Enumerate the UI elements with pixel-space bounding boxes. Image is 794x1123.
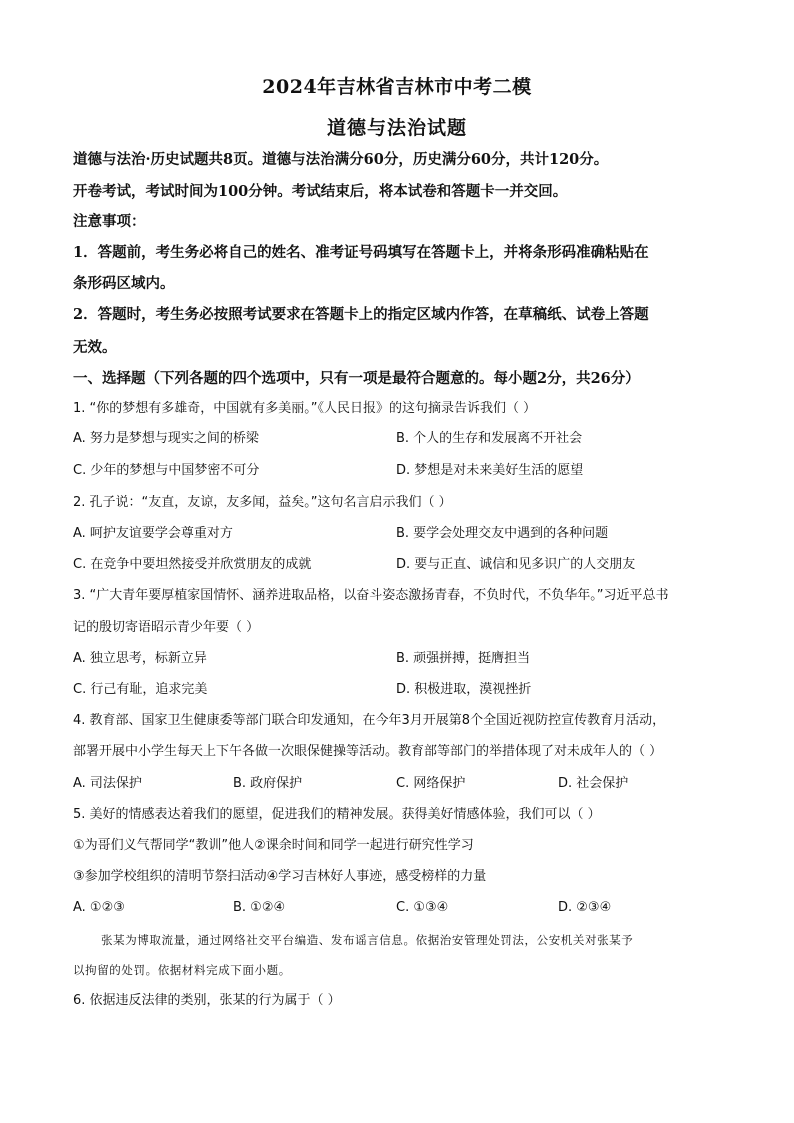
question-2-option-a: A. 呵护友谊要学会尊重对方 (73, 526, 233, 541)
question-4-option-c: C. 网络保护 (396, 776, 466, 791)
question-4-stem-line-2: 部署开展中小学生每天上下午各做一次眼保健操等活动。教育部等部门的举措体现了对未成年人的（ ） (73, 744, 663, 759)
question-1-option-c: C. 少年的梦想与中国梦密不可分 (73, 463, 260, 478)
question-3-stem-line-1: 3. “广大青年要厚植家国情怀、涵养进取品格，以奋斗姿态激扬青春，不负时代，不负华年。”习近平总书 (73, 588, 669, 603)
question-5-option-d: D. ②③④ (558, 900, 612, 915)
notice-2-line-2: 无效。 (73, 339, 117, 356)
question-3-option-b: B. 顽强拼搏，挺膺担当 (396, 651, 531, 666)
question-3-stem-line-2: 记的殷切寄语昭示青少年要（ ） (73, 620, 260, 635)
question-4-option-a: A. 司法保护 (73, 776, 142, 791)
question-3-option-a: A. 独立思考，标新立异 (73, 651, 207, 666)
question-5-items-line-2: ③参加学校组织的清明节祭扫活动④学习吉林好人事迹，感受榜样的力量 (73, 869, 487, 884)
notice-2-line-1: 2．答题时，考生务必按照考试要求在答题卡上的指定区域内作答，在草稿纸、试卷上答题 (73, 306, 649, 323)
notice-1-line-1: 1．答题前，考生务必将自己的姓名、准考证号码填写在答题卡上，并将条形码准确粘贴在 (73, 244, 649, 261)
material-line-2: 以拘留的处罚。依据材料完成下面小题。 (73, 963, 291, 977)
question-4-stem-line-1: 4. 教育部、国家卫生健康委等部门联合印发通知，在今年3月开展第8个全国近视防控宣传教育月活动， (73, 713, 666, 728)
question-5-items-line-1: ①为哥们义气帮同学“教训”他人②课余时间和同学一起进行研究性学习 (73, 838, 474, 853)
intro-line-1: 道德与法治·历史试题共8页。道德与法治满分60分，历史满分60分，共计120分。 (73, 151, 609, 168)
question-5-stem: 5. 美好的情感表达着我们的愿望，促进我们的精神发展。获得美好情感体验，我们可以（ ） (73, 807, 601, 822)
exam-subtitle: 道德与法治试题 (326, 117, 467, 139)
question-5-option-c: C. ①③④ (396, 900, 449, 915)
exam-title: 2024年吉林省吉林市中考二模 (262, 76, 532, 98)
material-line-1: 张某为博取流量，通过网络社交平台编造、发布谣言信息。依据治安管理处罚法，公安机关对张某予 (101, 933, 634, 947)
question-1-stem: 1. “你的梦想有多雄奇，中国就有多美丽。”《人民日报》的这句摘录告诉我们（ ） (73, 401, 537, 416)
question-3-option-c: C. 行己有耻，追求完美 (73, 682, 208, 697)
question-4-option-b: B. 政府保护 (233, 776, 303, 791)
question-2-option-d: D. 要与正直、诚信和见多识广的人交朋友 (396, 557, 636, 572)
question-6-stem: 6. 依据违反法律的类别，张某的行为属于（ ） (73, 993, 341, 1008)
question-5-option-b: B. ①②④ (233, 900, 286, 915)
notice-1-line-2: 条形码区域内。 (73, 275, 175, 292)
intro-line-2: 开卷考试，考试时间为100分钟。考试结束后，将本试卷和答题卡一并交回。 (73, 183, 568, 200)
question-3-option-d: D. 积极进取，漠视挫折 (396, 682, 532, 697)
question-1-option-d: D. 梦想是对未来美好生活的愿望 (396, 463, 584, 478)
question-4-option-d: D. 社会保护 (558, 776, 629, 791)
question-5-option-a: A. ①②③ (73, 900, 125, 915)
section-1-heading: 一、选择题（下列各题的四个选项中，只有一项是最符合题意的。每小题2分，共26分） (73, 370, 640, 387)
question-2-option-b: B. 要学会处理交友中遇到的各种问题 (396, 526, 609, 541)
notice-heading: 注意事项： (73, 213, 146, 230)
question-2-option-c: C. 在竞争中要坦然接受并欣赏朋友的成就 (73, 557, 312, 572)
question-1-option-a: A. 努力是梦想与现实之间的桥梁 (73, 431, 259, 446)
question-1-option-b: B. 个人的生存和发展离不开社会 (396, 431, 583, 446)
question-2-stem: 2. 孔子说：“友直，友谅，友多闻，益矣。”这句名言启示我们（ ） (73, 495, 452, 510)
